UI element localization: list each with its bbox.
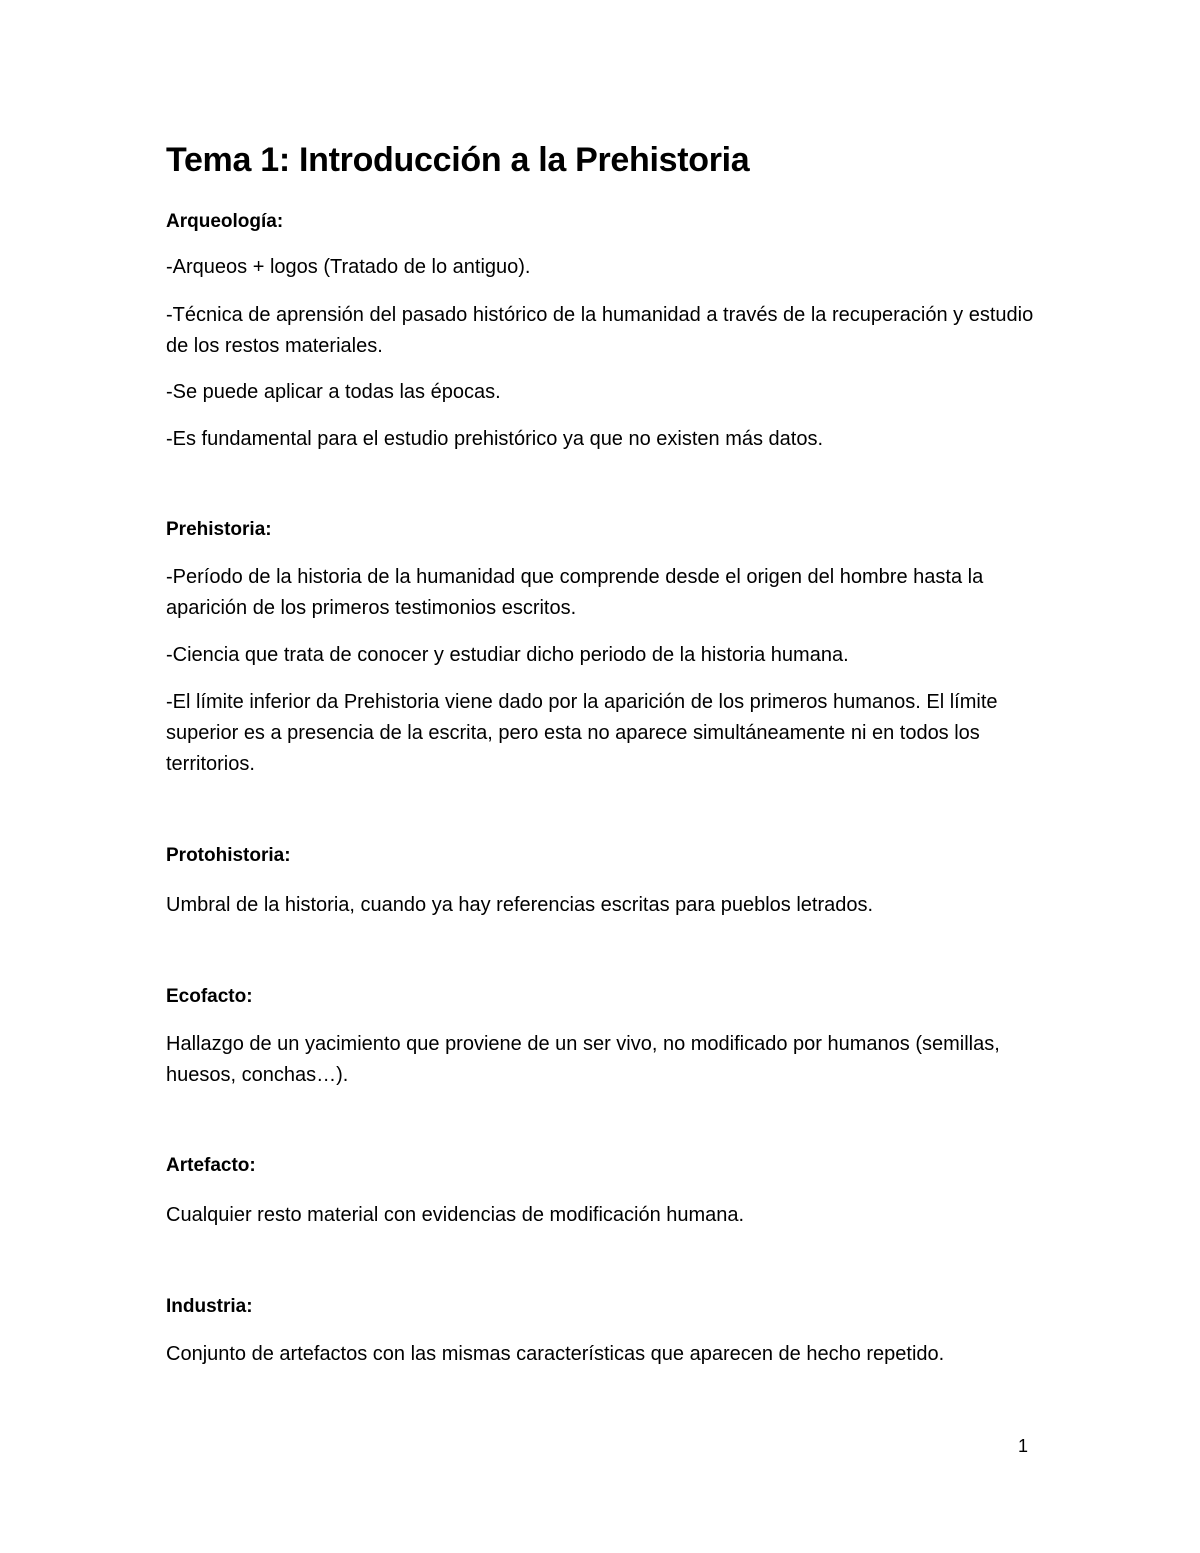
paragraph: -Es fundamental para el estudio prehistórico ya que no existen más datos. [166,428,824,450]
paragraph: -Técnica de aprensión del pasado histórico de la humanidad a través de la recuperación y estudio de los restos materiales. [166,304,1034,357]
section-heading-prehistoria: Prehistoria: [166,519,272,540]
paragraph: -Arqueos + logos (Tratado de lo antiguo). [166,256,531,278]
section-heading-arqueologia: Arqueología: [166,211,284,232]
section-heading-protohistoria: Protohistoria: [166,845,291,866]
paragraph: -Ciencia que trata de conocer y estudiar dicho periodo de la historia humana. [166,644,849,666]
paragraph: -Se puede aplicar a todas las épocas. [166,381,501,403]
page-number: 1 [1018,1436,1029,1456]
section-heading-ecofacto: Ecofacto: [166,986,253,1007]
section-heading-industria: Industria: [166,1296,253,1317]
paragraph: -Período de la historia de la humanidad que comprende desde el origen del hombre hasta la aparición de los primeros testimonios escritos. [166,566,984,619]
paragraph: Umbral de la historia, cuando ya hay referencias escritas para pueblos letrados. [166,894,874,916]
paragraph: Conjunto de artefactos con las mismas características que aparecen de hecho repetido. [166,1343,945,1365]
document-title: Tema 1: Introducción a la Prehistoria [166,141,750,179]
paragraph: Cualquier resto material con evidencias de modificación humana. [166,1204,745,1226]
paragraph: -El límite inferior da Prehistoria viene dado por la aparición de los primeros humanos. El límite superior es a presencia de la escrita, pero esta no aparece simultáneamente ni en todos los territorios. [166,691,998,775]
paragraph: Hallazgo de un yacimiento que proviene de un ser vivo, no modificado por humanos (semillas, huesos, conchas…). [166,1033,1000,1086]
section-heading-artefacto: Artefacto: [166,1155,256,1176]
